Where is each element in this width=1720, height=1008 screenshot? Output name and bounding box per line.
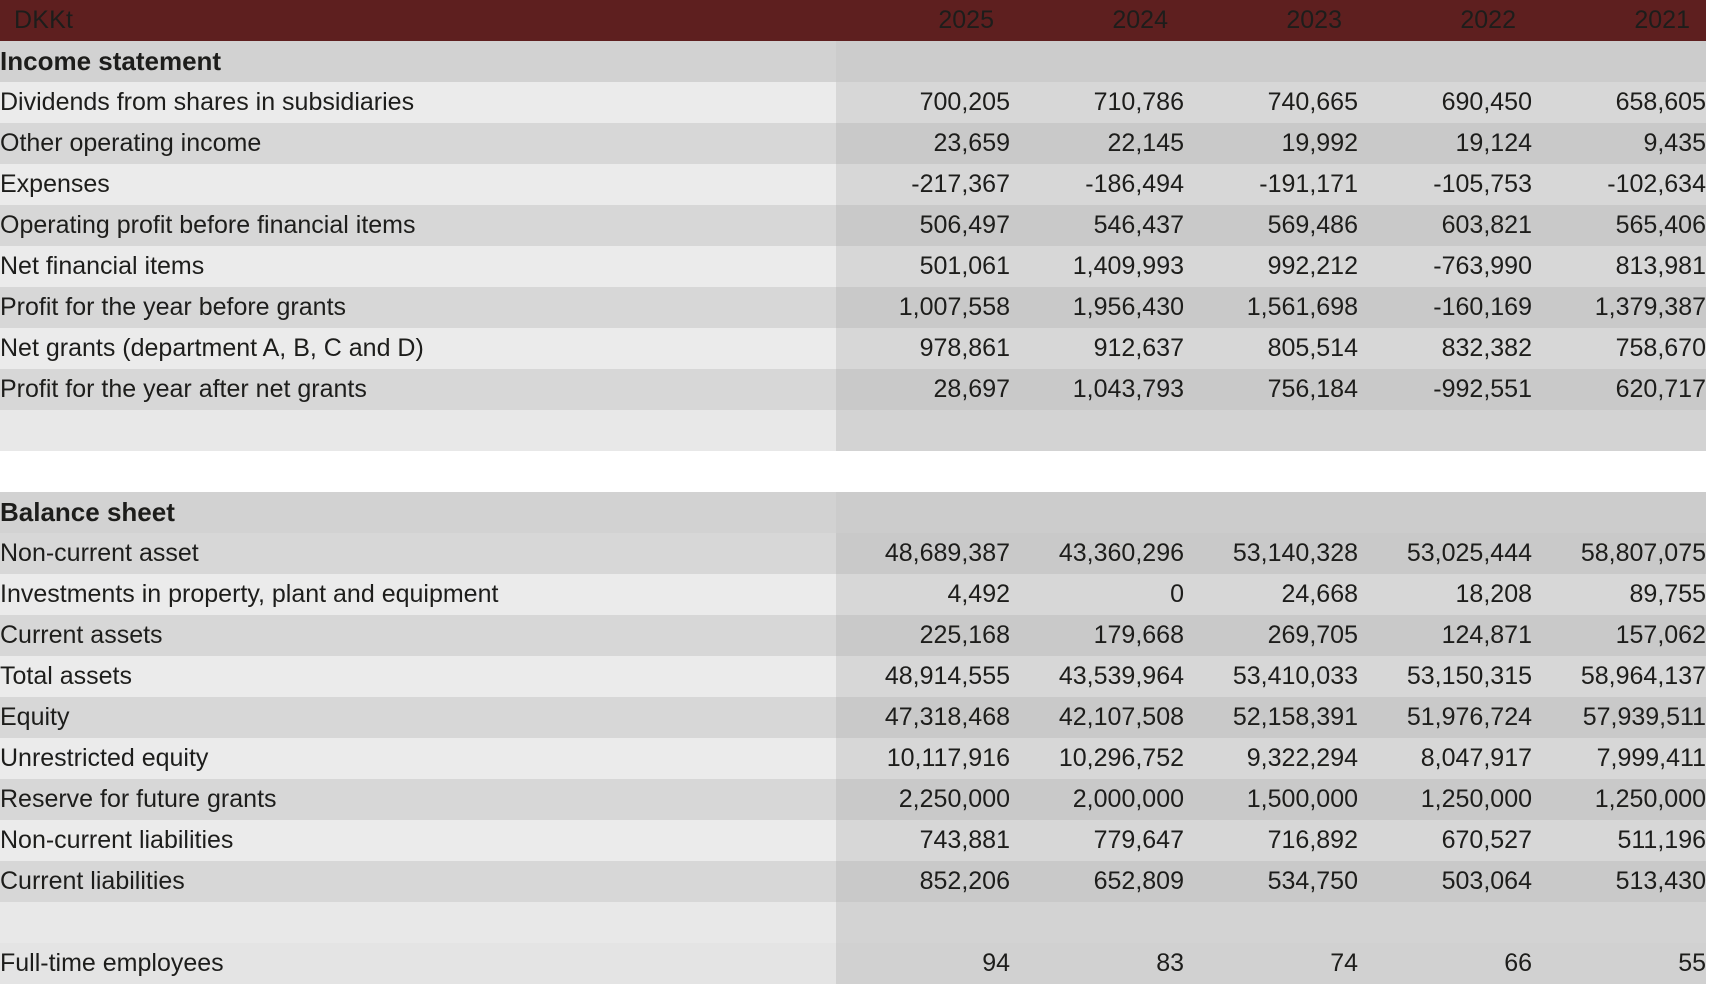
- row-label: Current assets: [0, 615, 836, 656]
- row-value: -102,634: [1532, 164, 1706, 205]
- row-value: 55: [1532, 943, 1706, 984]
- section-spacer-cell: [1184, 492, 1358, 533]
- spacer-cell: [1184, 902, 1358, 943]
- row-value: 53,410,033: [1184, 656, 1358, 697]
- row-value: 22,145: [1010, 123, 1184, 164]
- spacer-cell: [0, 410, 836, 451]
- row-label: Current liabilities: [0, 861, 836, 902]
- row-value: 225,168: [836, 615, 1010, 656]
- row-value: 0: [1010, 574, 1184, 615]
- row-value: -191,171: [1184, 164, 1358, 205]
- row-value: 513,430: [1532, 861, 1706, 902]
- row-value: 8,047,917: [1358, 738, 1532, 779]
- table-row: [0, 779, 1706, 820]
- row-value: 24,668: [1184, 574, 1358, 615]
- spacer-cell: [1358, 902, 1532, 943]
- row-value: 94: [836, 943, 1010, 984]
- row-value: 743,881: [836, 820, 1010, 861]
- row-value: 506,497: [836, 205, 1010, 246]
- table-header-row: [0, 0, 1706, 41]
- row-value: 58,807,075: [1532, 533, 1706, 574]
- row-value: 603,821: [1358, 205, 1532, 246]
- section-spacer-cell: [836, 41, 1010, 82]
- row-value: 7,999,411: [1532, 738, 1706, 779]
- spacer-cell: [836, 902, 1010, 943]
- row-value: 652,809: [1010, 861, 1184, 902]
- row-value: 83: [1010, 943, 1184, 984]
- spacer-cell: [1532, 410, 1706, 451]
- section-spacer-cell: [1532, 492, 1706, 533]
- row-value: -992,551: [1358, 369, 1532, 410]
- column-header-year-2025: 2025: [836, 0, 1010, 41]
- row-value: 779,647: [1010, 820, 1184, 861]
- row-label: Unrestricted equity: [0, 738, 836, 779]
- row-label: Non-current asset: [0, 533, 836, 574]
- row-label: Non-current liabilities: [0, 820, 836, 861]
- row-value: 53,150,315: [1358, 656, 1532, 697]
- section-title-balance-sheet: Balance sheet: [0, 492, 836, 533]
- table-row: [0, 287, 1706, 328]
- row-value: -105,753: [1358, 164, 1532, 205]
- table-row: [0, 164, 1706, 205]
- spacer-row: [0, 451, 1706, 492]
- table-row: [0, 123, 1706, 164]
- row-value: 1,250,000: [1532, 779, 1706, 820]
- column-header-year-2023: 2023: [1184, 0, 1358, 41]
- table-row: [0, 656, 1706, 697]
- row-value: 2,250,000: [836, 779, 1010, 820]
- section-spacer-cell: [1532, 41, 1706, 82]
- row-value: 52,158,391: [1184, 697, 1358, 738]
- row-value: 23,659: [836, 123, 1010, 164]
- row-value: 89,755: [1532, 574, 1706, 615]
- row-label-full-time-employees: Full-time employees: [0, 943, 836, 984]
- row-value: 1,409,993: [1010, 246, 1184, 287]
- row-label: Operating profit before financial items: [0, 205, 836, 246]
- row-value: 48,689,387: [836, 533, 1010, 574]
- row-value: 992,212: [1184, 246, 1358, 287]
- row-value: 2,000,000: [1010, 779, 1184, 820]
- spacer-cell: [1184, 451, 1358, 492]
- row-label: Dividends from shares in subsidiaries: [0, 82, 836, 123]
- row-label: Investments in property, plant and equipment: [0, 574, 836, 615]
- table-row: [0, 574, 1706, 615]
- row-value: 501,061: [836, 246, 1010, 287]
- table-row: [0, 615, 1706, 656]
- row-value: -186,494: [1010, 164, 1184, 205]
- row-value: 28,697: [836, 369, 1010, 410]
- section-spacer-cell: [1184, 41, 1358, 82]
- unit-label: DKKt: [0, 0, 836, 41]
- row-value: 48,914,555: [836, 656, 1010, 697]
- row-value: 690,450: [1358, 82, 1532, 123]
- row-value: 53,140,328: [1184, 533, 1358, 574]
- spacer-cell: [1010, 902, 1184, 943]
- row-value: 813,981: [1532, 246, 1706, 287]
- spacer-cell: [1010, 410, 1184, 451]
- row-value: 978,861: [836, 328, 1010, 369]
- table-row: [0, 533, 1706, 574]
- spacer-cell: [0, 451, 836, 492]
- spacer-cell: [1532, 902, 1706, 943]
- table-row: [0, 943, 1706, 984]
- row-value: 700,205: [836, 82, 1010, 123]
- table-row: [0, 697, 1706, 738]
- table-row: [0, 246, 1706, 287]
- row-value: 534,750: [1184, 861, 1358, 902]
- spacer-cell: [1184, 410, 1358, 451]
- row-value: 1,561,698: [1184, 287, 1358, 328]
- row-value: 758,670: [1532, 328, 1706, 369]
- row-label: Net grants (department A, B, C and D): [0, 328, 836, 369]
- column-header-year-2021: 2021: [1532, 0, 1706, 41]
- spacer-cell: [0, 902, 836, 943]
- row-label: Profit for the year before grants: [0, 287, 836, 328]
- section-spacer-cell: [1010, 41, 1184, 82]
- column-header-year-2024: 2024: [1010, 0, 1184, 41]
- section-spacer-cell: [1358, 492, 1532, 533]
- row-value: 756,184: [1184, 369, 1358, 410]
- section-spacer-cell: [836, 492, 1010, 533]
- table-row: [0, 861, 1706, 902]
- row-value: 1,500,000: [1184, 779, 1358, 820]
- row-value: 157,062: [1532, 615, 1706, 656]
- spacer-cell: [1010, 451, 1184, 492]
- row-value: 670,527: [1358, 820, 1532, 861]
- table-row: [0, 205, 1706, 246]
- row-label: Profit for the year after net grants: [0, 369, 836, 410]
- row-value: 832,382: [1358, 328, 1532, 369]
- row-label: Expenses: [0, 164, 836, 205]
- row-value: 124,871: [1358, 615, 1532, 656]
- section-title-row: [0, 41, 1706, 82]
- row-value: 43,360,296: [1010, 533, 1184, 574]
- spacer-cell: [1358, 410, 1532, 451]
- row-value: 9,435: [1532, 123, 1706, 164]
- row-value: 565,406: [1532, 205, 1706, 246]
- spacer-cell: [1358, 451, 1532, 492]
- spacer-row: [0, 902, 1706, 943]
- row-value: 269,705: [1184, 615, 1358, 656]
- row-value: 1,956,430: [1010, 287, 1184, 328]
- row-value: 503,064: [1358, 861, 1532, 902]
- row-value: -763,990: [1358, 246, 1532, 287]
- row-value: 511,196: [1532, 820, 1706, 861]
- row-value: 620,717: [1532, 369, 1706, 410]
- table-row: [0, 820, 1706, 861]
- row-value: 66: [1358, 943, 1532, 984]
- row-value: 53,025,444: [1358, 533, 1532, 574]
- row-value: 43,539,964: [1010, 656, 1184, 697]
- row-value: 19,992: [1184, 123, 1358, 164]
- row-value: 10,296,752: [1010, 738, 1184, 779]
- row-label: Net financial items: [0, 246, 836, 287]
- row-value: 57,939,511: [1532, 697, 1706, 738]
- row-value: 58,964,137: [1532, 656, 1706, 697]
- section-spacer-cell: [1358, 41, 1532, 82]
- row-label: Reserve for future grants: [0, 779, 836, 820]
- spacer-cell: [836, 410, 1010, 451]
- spacer-cell: [836, 451, 1010, 492]
- table-row: [0, 328, 1706, 369]
- spacer-row: [0, 410, 1706, 451]
- column-header-year-2022: 2022: [1358, 0, 1532, 41]
- table-row: [0, 82, 1706, 123]
- row-value: 912,637: [1010, 328, 1184, 369]
- row-value: 1,250,000: [1358, 779, 1532, 820]
- row-value: 74: [1184, 943, 1358, 984]
- row-label: Equity: [0, 697, 836, 738]
- row-value: 42,107,508: [1010, 697, 1184, 738]
- row-value: 19,124: [1358, 123, 1532, 164]
- row-value: 716,892: [1184, 820, 1358, 861]
- row-value: 10,117,916: [836, 738, 1010, 779]
- row-value: 4,492: [836, 574, 1010, 615]
- row-value: -217,367: [836, 164, 1010, 205]
- row-value: 1,379,387: [1532, 287, 1706, 328]
- row-value: 18,208: [1358, 574, 1532, 615]
- row-value: 852,206: [836, 861, 1010, 902]
- table-row: [0, 738, 1706, 779]
- row-value: 740,665: [1184, 82, 1358, 123]
- row-value: 805,514: [1184, 328, 1358, 369]
- row-value: 658,605: [1532, 82, 1706, 123]
- section-title-row: [0, 492, 1706, 533]
- row-value: 51,976,724: [1358, 697, 1532, 738]
- row-value: 179,668: [1010, 615, 1184, 656]
- row-label: Other operating income: [0, 123, 836, 164]
- row-value: 546,437: [1010, 205, 1184, 246]
- table-row: [0, 369, 1706, 410]
- row-value: 569,486: [1184, 205, 1358, 246]
- row-value: -160,169: [1358, 287, 1532, 328]
- spacer-cell: [1532, 451, 1706, 492]
- section-spacer-cell: [1010, 492, 1184, 533]
- row-value: 710,786: [1010, 82, 1184, 123]
- row-value: 1,043,793: [1010, 369, 1184, 410]
- section-title-income-statement: Income statement: [0, 41, 836, 82]
- row-label: Total assets: [0, 656, 836, 697]
- row-value: 1,007,558: [836, 287, 1010, 328]
- row-value: 47,318,468: [836, 697, 1010, 738]
- row-value: 9,322,294: [1184, 738, 1358, 779]
